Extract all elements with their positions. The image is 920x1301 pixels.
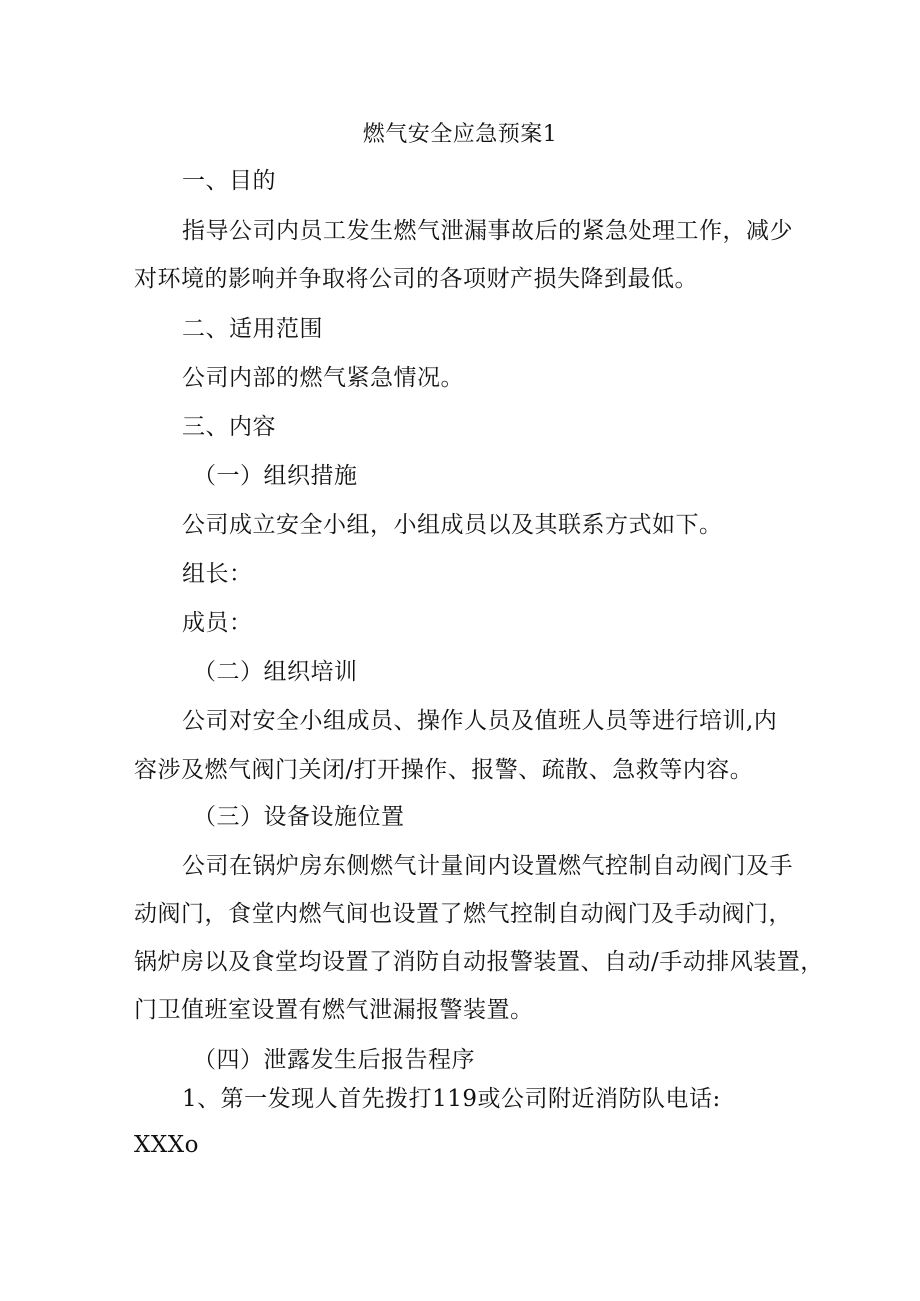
paragraph-line: 公司内部的燃气紧急情况。 [182, 365, 464, 391]
section-heading-content: 三、内容 [182, 414, 276, 440]
paragraph-line: 锅炉房以及食堂均设置了消防自动报警装置、自动/手动排风装置， [134, 949, 824, 975]
subsection-heading-reporting: （四）泄露发生后报告程序 [193, 1047, 475, 1073]
section-heading-purpose: 一、目的 [182, 168, 276, 194]
paragraph-line: 指导公司内员工发生燃气泄漏事故后的紧急处理工作，减少 [182, 218, 793, 244]
paragraph-line: 公司对安全小组成员、操作人员及值班人员等进行培训,内 [182, 708, 778, 734]
paragraph-line: 动阀门，食堂内燃气间也设置了燃气控制自动阀门及手动阀门， [134, 901, 792, 927]
paragraph-line: 门卫值班室设置有燃气泄漏报警装置。 [134, 997, 534, 1023]
paragraph-line: 对环境的影响并争取将公司的各项财产损失降到最低。 [134, 266, 698, 292]
paragraph-line: 容涉及燃气阀门关闭/打开操作、报警、疏散、急救等内容。 [134, 757, 754, 783]
leader-label: 组长： [182, 561, 253, 587]
members-label: 成员： [182, 610, 253, 636]
document-title: 燃气安全应急预案1 [362, 122, 558, 147]
subsection-heading-equipment: （三）设备设施位置 [193, 804, 405, 830]
subsection-heading-training: （二）组织培训 [193, 659, 358, 685]
subsection-heading-organization: （一）组织措施 [193, 463, 358, 489]
paragraph-line: 公司成立安全小组，小组成员以及其联系方式如下。 [182, 512, 723, 538]
list-item: 1、第一发现人首先拨打119或公司附近消防队电话: [182, 1086, 721, 1112]
paragraph-line: 公司在锅炉房东侧燃气计量间内设置燃气控制自动阀门及手 [182, 853, 793, 879]
section-heading-scope: 二、适用范围 [182, 316, 323, 342]
list-item-continuation: XXXo [134, 1132, 199, 1158]
